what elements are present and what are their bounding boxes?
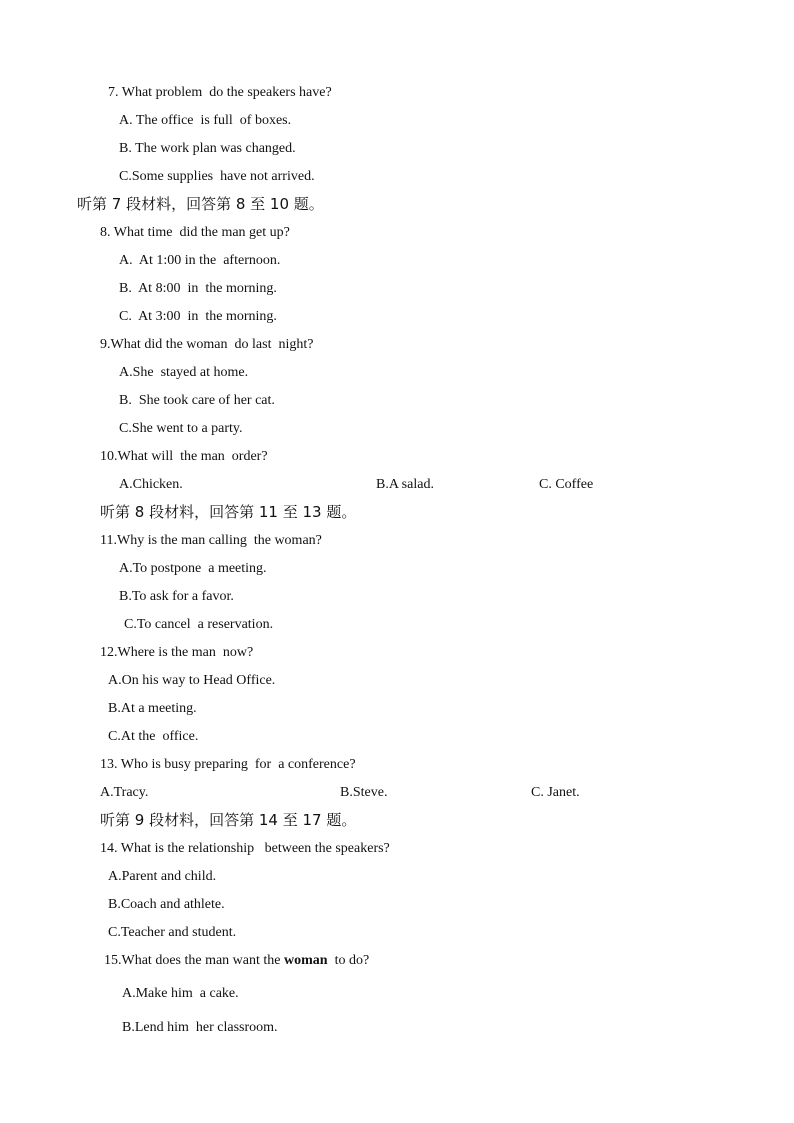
q10-option-c: C. Coffee	[539, 477, 594, 492]
q10-stem: 10.What will the man order?	[100, 449, 268, 464]
section-9-heading: 听第 9 段材料，回答第 14 至 17 题。	[100, 811, 357, 829]
q13-option-a: A.Tracy.	[100, 785, 149, 800]
q14-stem: 14. What is the relationship between the speakers?	[100, 841, 390, 856]
q14-option-b: B.Coach and athlete.	[108, 897, 225, 912]
q7-option-b: B. The work plan was changed.	[119, 141, 296, 156]
q9-stem: 9.What did the woman do last night?	[100, 337, 314, 352]
q14-option-c: C.Teacher and student.	[108, 925, 237, 940]
q12-stem: 12.Where is the man now?	[100, 645, 254, 660]
q7-option-c: C.Some supplies have not arrived.	[119, 169, 315, 184]
q7-stem: 7. What problem do the speakers have?	[108, 85, 332, 100]
q15-stem-bold: woman	[284, 953, 328, 968]
section-7-heading: 听第 7 段材料，回答第 8 至 10 题。	[77, 195, 324, 213]
q11-option-a: A.To postpone a meeting.	[119, 561, 267, 576]
q15-option-a: A.Make him a cake.	[122, 986, 239, 1001]
q13-stem: 13. Who is busy preparing for a conference?	[100, 757, 356, 772]
q8-option-a: A. At 1:00 in the afternoon.	[119, 253, 281, 268]
q9-option-c: C.She went to a party.	[119, 421, 243, 436]
q13-option-b: B.Steve.	[340, 785, 388, 800]
q11-option-c: C.To cancel a reservation.	[124, 617, 274, 632]
q11-option-b: B.To ask for a favor.	[119, 589, 234, 604]
q10-option-a: A.Chicken.	[119, 477, 183, 492]
q12-option-b: B.At a meeting.	[108, 701, 197, 716]
q12-option-a: A.On his way to Head Office.	[108, 673, 276, 688]
q11-stem: 11.Why is the man calling the woman?	[100, 533, 322, 548]
q8-option-b: B. At 8:00 in the morning.	[119, 281, 277, 296]
q12-option-c: C.At the office.	[108, 729, 199, 744]
q13-option-c: C. Janet.	[531, 785, 580, 800]
q15-stem	[104, 952, 369, 970]
q15-option-b: B.Lend him her classroom.	[122, 1020, 278, 1035]
q15-stem-post: to do?	[327, 953, 370, 968]
section-8-heading: 听第 8 段材料，回答第 11 至 13 题。	[100, 503, 357, 521]
q7-option-a: A. The office is full of boxes.	[119, 113, 292, 128]
q9-option-a: A.She stayed at home.	[119, 365, 249, 380]
q14-option-a: A.Parent and child.	[108, 869, 217, 884]
q10-option-b: B.A salad.	[376, 477, 434, 492]
q15-stem-pre: 15.What does the man want the	[104, 953, 285, 968]
q8-stem: 8. What time did the man get up?	[100, 225, 290, 240]
q8-option-c: C. At 3:00 in the morning.	[119, 309, 277, 324]
q9-option-b: B. She took care of her cat.	[119, 393, 275, 408]
